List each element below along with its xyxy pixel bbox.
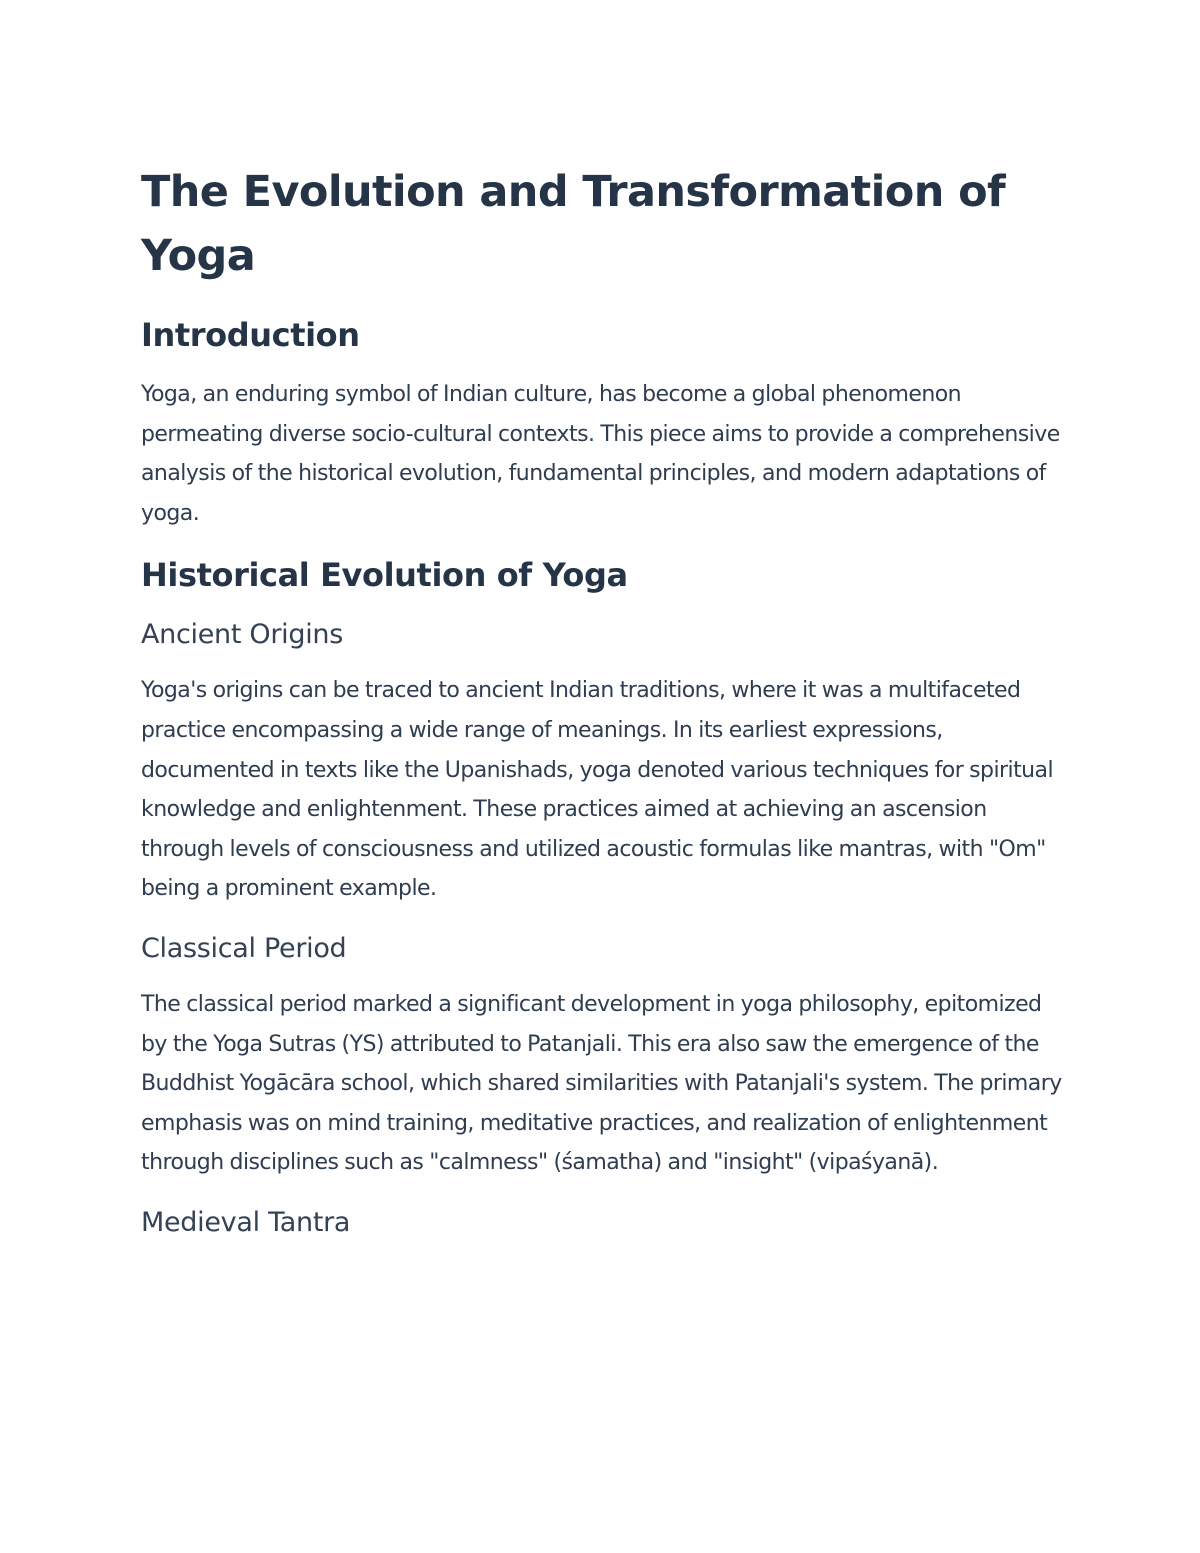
section-heading-historical-evolution: Historical Evolution of Yoga [141,556,628,595]
document-title: The Evolution and Transformation of Yoga [141,167,1006,281]
subsection-heading-ancient-origins: Ancient Origins [141,619,343,651]
section-heading-introduction: Introduction [141,316,360,354]
subsection-heading-medieval-tantra: Medieval Tantra [141,1206,351,1238]
classical-period-paragraph: The classical period marked a significant development in yoga philosophy, epitomized by the Yoga Sutras (YS) attributed to Patanjali. This era also saw the emergence of the Buddhist Yogācāra school, which shared similarities with Patanjali's system. The primary emphasis was on mind training, meditative practices, and realization of enlightenment through disciplines such as "calmness" (śamatha) and "insight" (vipaśyanā). [141,991,1062,1176]
subsection-heading-classical-period: Classical Period [141,932,347,964]
introduction-paragraph: Yoga, an enduring symbol of Indian culture, has become a global phenomenon permeating diverse socio-cultural contexts. This piece aims to provide a comprehensive analysis of the historical evolution, fundamental principles, and modern adaptations of yoga. [141,382,1060,526]
document-page [141,160,1066,1259]
ancient-origins-paragraph: Yoga's origins can be traced to ancient Indian traditions, where it was a multifaceted practice encompassing a wide range of meanings. In its earliest expressions, documented in texts like the Upanishads, yoga denoted various techniques for spiritual knowledge and enlightenment. These practices aimed at achieving an ascension through levels of consciousness and utilized acoustic formulas like mantras, with "Om" being a prominent example. [141,678,1054,902]
